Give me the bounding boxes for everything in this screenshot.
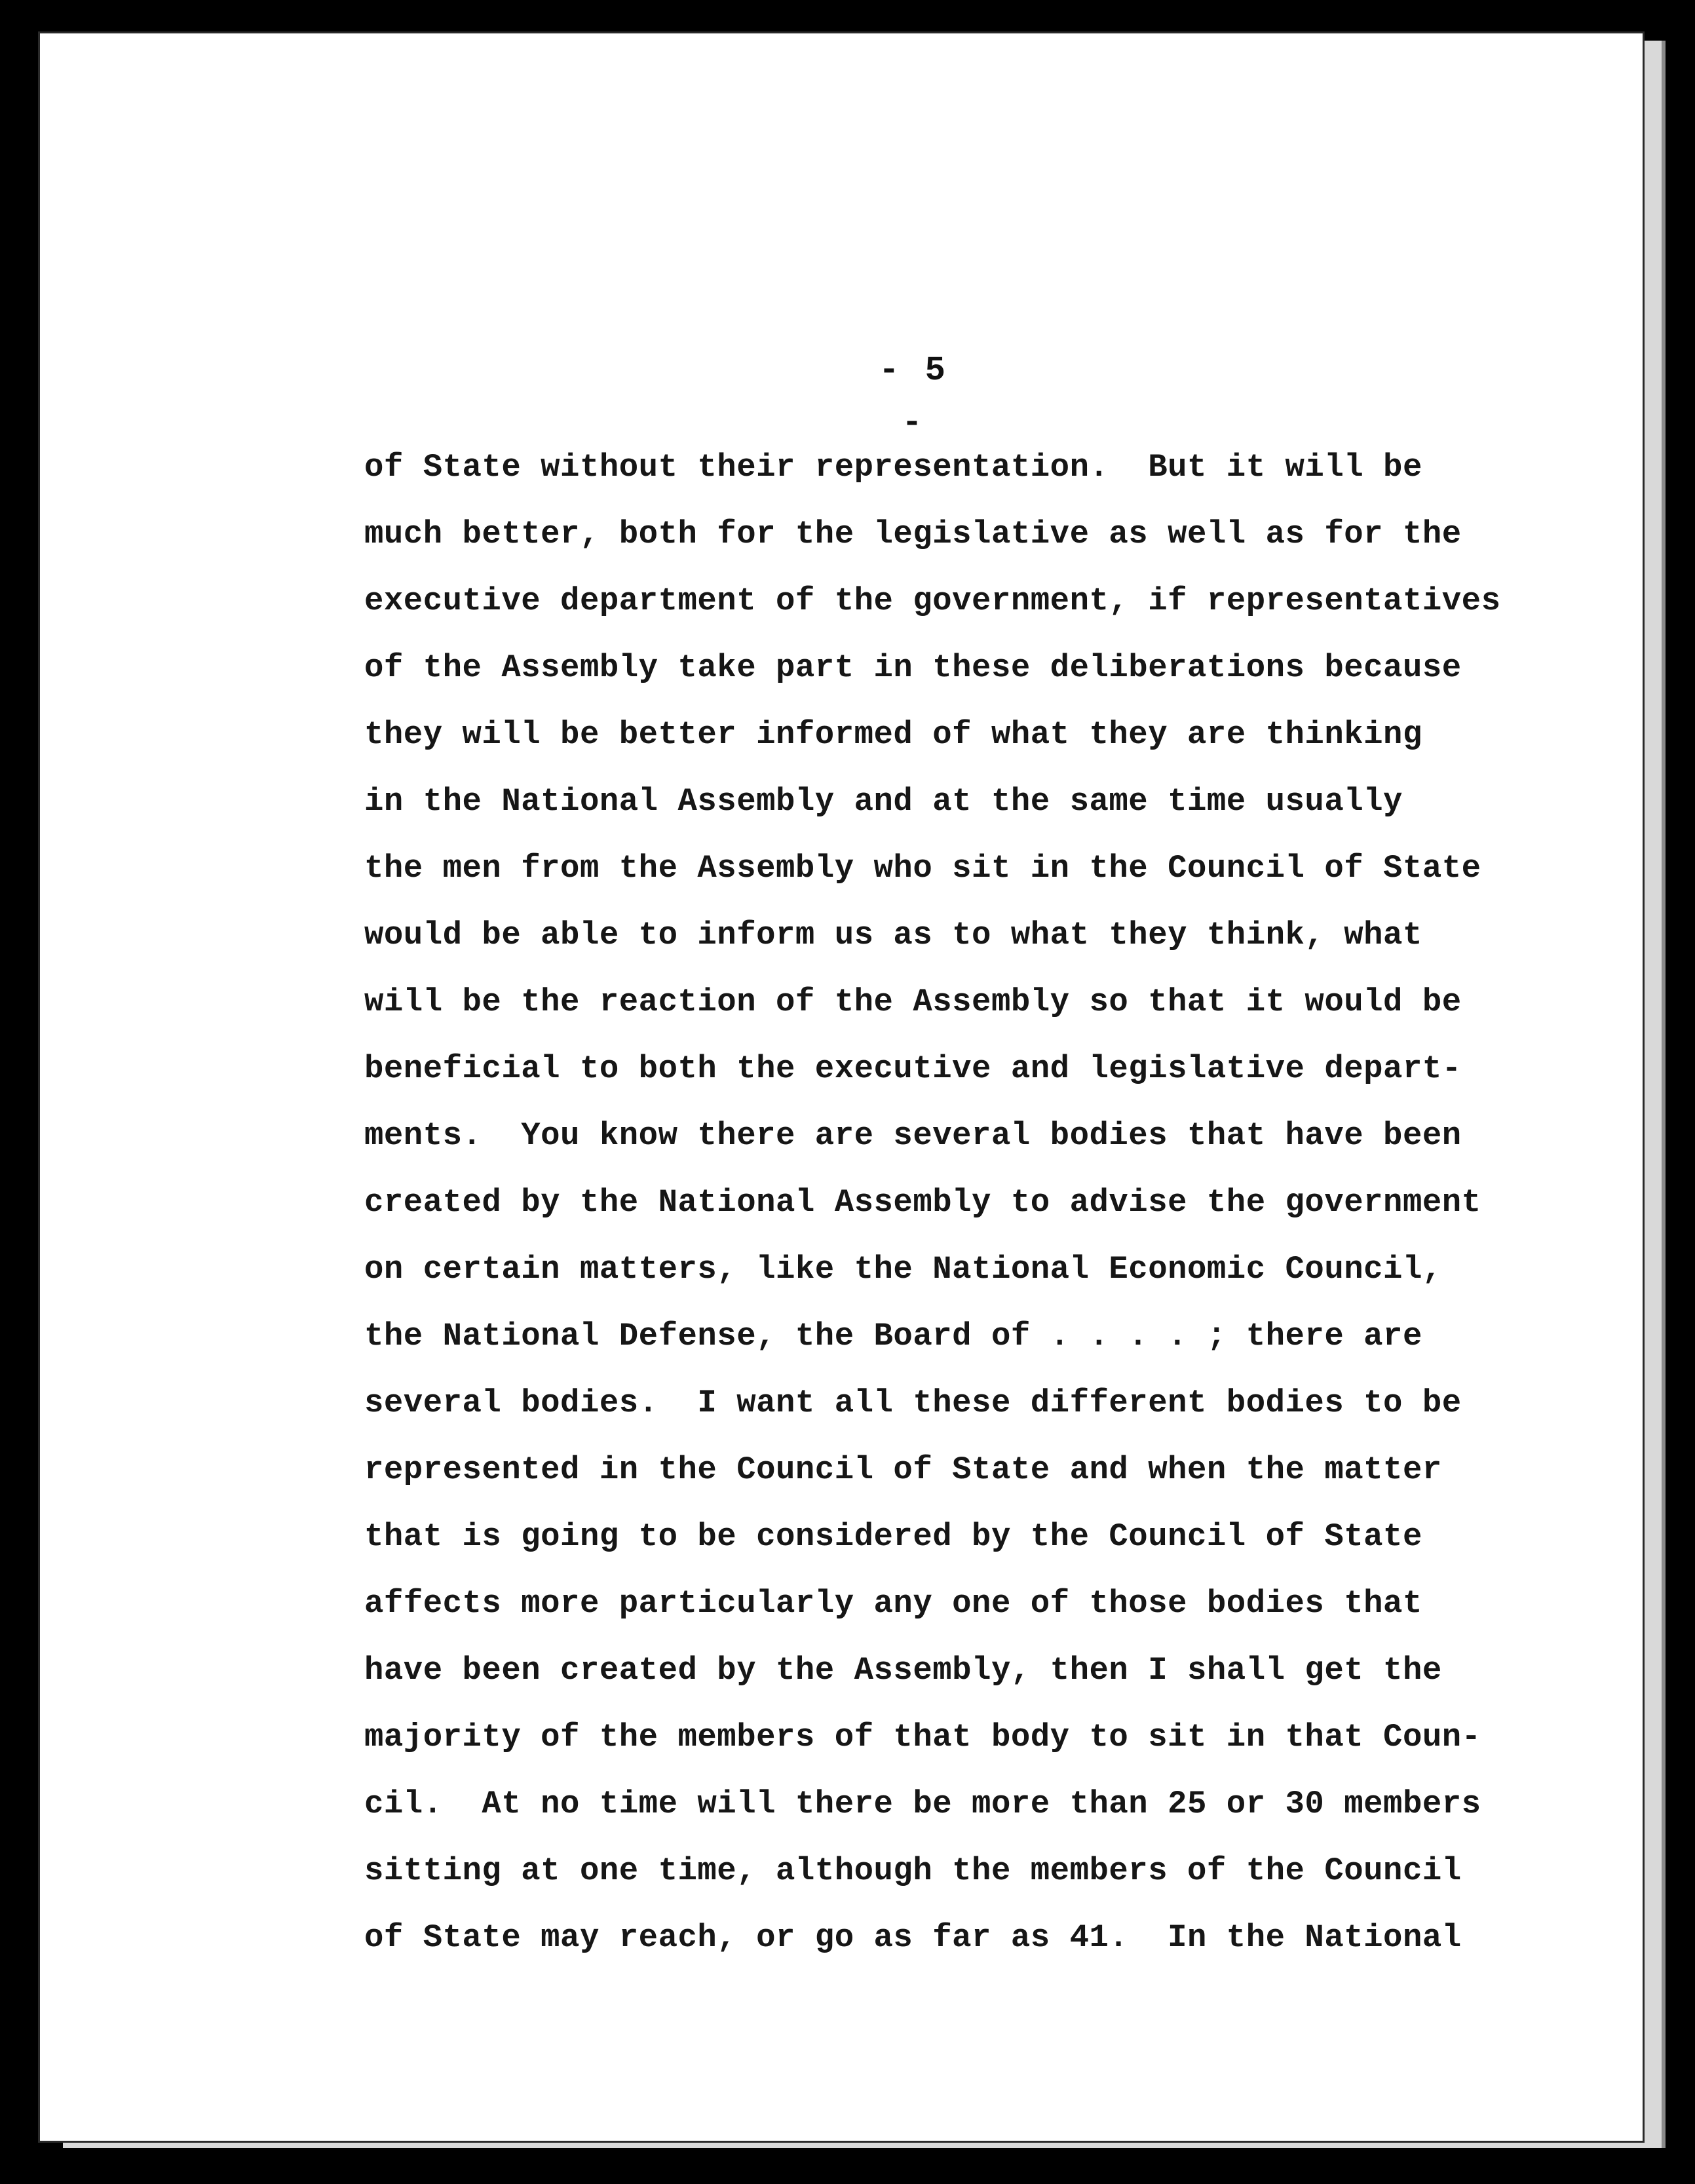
text-line: sitting at one time, although the members of the Council	[364, 1852, 1462, 1889]
body-text	[364, 434, 1557, 1971]
text-line: the National Defense, the Board of . . . . ; there are	[364, 1318, 1422, 1354]
text-line: on certain matters, like the National Economic Council,	[364, 1251, 1442, 1288]
text-line: the men from the Assembly who sit in the Council of State	[364, 850, 1481, 887]
text-line: ments. You know there are several bodies that have been	[364, 1117, 1462, 1154]
text-line: they will be better informed of what they are thinking	[364, 716, 1422, 753]
text-line: represented in the Council of State and when the matter	[364, 1451, 1442, 1488]
text-line: affects more particularly any one of those bodies that	[364, 1585, 1422, 1622]
text-line: much better, both for the legislative as well as for the	[364, 516, 1462, 552]
document-page	[38, 31, 1645, 2143]
text-line: would be able to inform us as to what they think, what	[364, 917, 1422, 953]
text-line: of State may reach, or go as far as 41. In the National	[364, 1919, 1462, 1956]
text-line: have been created by the Assembly, then I shall get the	[364, 1652, 1442, 1689]
text-line: that is going to be considered by the Council of State	[364, 1518, 1422, 1555]
text-line: created by the National Assembly to advise the government	[364, 1184, 1481, 1221]
text-line: several bodies. I want all these different bodies to be	[364, 1385, 1462, 1421]
text-line: will be the reaction of the Assembly so that it would be	[364, 984, 1462, 1020]
text-line: in the National Assembly and at the same time usually	[364, 783, 1403, 820]
text-line: of State without their representation. But it will be	[364, 449, 1422, 486]
text-line: beneficial to both the executive and legislative depart-	[364, 1050, 1462, 1087]
text-line: executive department of the government, if representatives	[364, 583, 1501, 619]
text-line: of the Assembly take part in these deliberations because	[364, 649, 1462, 686]
page-number: - 5 -	[879, 351, 948, 442]
text-line: cil. At no time will there be more than 25 or 30 members	[364, 1786, 1481, 1822]
text-line: majority of the members of that body to sit in that Coun-	[364, 1719, 1481, 1755]
